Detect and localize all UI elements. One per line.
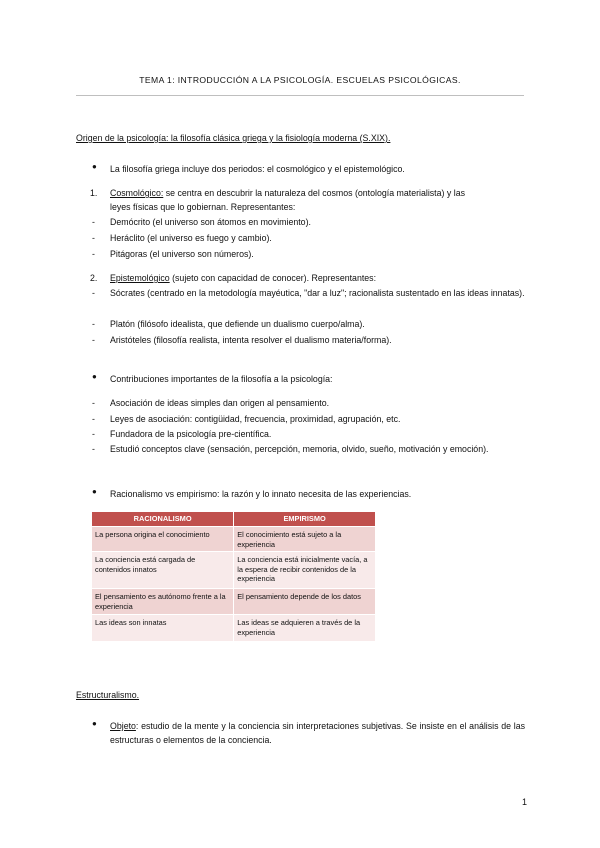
- cosmologico-line2: leyes físicas que lo gobiernan. Representantes:: [110, 202, 296, 212]
- dash-marker: -: [92, 335, 95, 345]
- contrib-bullet-text: Contribuciones importantes de la filosofía a la psicología:: [110, 374, 333, 384]
- header-divider: [76, 95, 524, 96]
- dash-marker: -: [92, 319, 95, 329]
- dash-marker: -: [92, 249, 95, 259]
- dash-marker: -: [92, 217, 95, 227]
- rep-democrito: Demócrito (el universo son átomos en movimiento).: [110, 217, 311, 227]
- table-cell: La conciencia está cargada de contenidos innatos: [92, 552, 234, 589]
- table-header-empirismo: EMPIRISMO: [234, 512, 376, 527]
- bullet-dot: ●: [92, 487, 97, 496]
- table-cell: El pensamiento depende de los datos: [234, 589, 376, 615]
- bullet-dot: ●: [92, 162, 97, 171]
- table-cell: La conciencia está inicialmente vacía, a la espera de recibir contenidos de la experiencia: [234, 552, 376, 589]
- rac-bullet-text: Racionalismo vs empirismo: la razón y lo innato necesita de las experiencias.: [110, 489, 412, 499]
- table-cell: El conocimiento está sujeto a la experiencia: [234, 527, 376, 552]
- rep-socrates: Sócrates (centrado en la metodología mayéutica, "dar a luz"; racionalista sustentado en las ideas innatas).: [110, 288, 525, 298]
- contrib-item: Estudió conceptos clave (sensación, percepción, memoria, olvido, sueño, motivación y emoción).: [110, 444, 489, 454]
- page-header-title: TEMA 1: INTRODUCCIÓN A LA PSICOLOGÍA. ESCUELAS PSICOLÓGICAS.: [139, 75, 461, 85]
- section-heading-origen: Origen de la psicología: la filosofía clásica griega y la fisiología moderna (S.XIX).: [76, 133, 391, 143]
- item-number: 1.: [90, 188, 98, 198]
- rep-pitagoras: Pitágoras (el universo son números).: [110, 249, 254, 259]
- objeto-label: Objeto: [110, 721, 136, 731]
- dash-marker: -: [92, 288, 95, 298]
- table-cell: La persona origina el conocimiento: [92, 527, 234, 552]
- table-row: [92, 552, 376, 589]
- dash-marker: -: [92, 233, 95, 243]
- table-header-row: [92, 512, 376, 527]
- rep-platon: Platón (filósofo idealista, que defiende un dualismo cuerpo/alma).: [110, 319, 365, 329]
- dash-marker: -: [92, 398, 95, 408]
- item-cosmologico: [110, 186, 465, 200]
- cosmologico-line1: se centra en descubrir la naturaleza del cosmos (ontología materialista) y las: [163, 188, 465, 198]
- table-cell: El pensamiento es autónomo frente a la experiencia: [92, 589, 234, 615]
- page-number: 1: [521, 797, 527, 807]
- table-row: [92, 589, 376, 615]
- objeto-description: : estudio de la mente y la conciencia sin interpretaciones subjetivas. Se insiste en el análisis de las estructuras o elementos de la conciencia.: [110, 721, 525, 745]
- intro-bullet-text: La filosofía griega incluye dos periodos: el cosmológico y el epistemológico.: [110, 164, 405, 174]
- bullet-dot: ●: [92, 372, 97, 381]
- table-header-racionalismo: RACIONALISMO: [92, 512, 234, 527]
- section-heading-estructuralismo: Estructuralismo.: [76, 690, 140, 700]
- contrib-item: Asociación de ideas simples dan origen al pensamiento.: [110, 398, 330, 408]
- item-number: 2.: [90, 273, 98, 283]
- rep-aristoteles: Aristóteles (filosofía realista, intenta resolver el dualismo materia/forma).: [110, 335, 392, 345]
- dash-marker: -: [92, 414, 95, 424]
- objeto-bullet-text: [110, 719, 525, 747]
- comparison-table: [92, 512, 376, 641]
- contrib-item: Leyes de asociación: contigüidad, frecuencia, proximidad, agrupación, etc.: [110, 414, 401, 424]
- dash-marker: -: [92, 429, 95, 439]
- table-cell: Las ideas se adquieren a través de la experiencia: [234, 615, 376, 641]
- dash-marker: -: [92, 444, 95, 454]
- bullet-dot: ●: [92, 719, 97, 728]
- table-row: [92, 615, 376, 641]
- term-epistemologico: Epistemológico: [110, 273, 170, 283]
- item-epistemologico: [110, 271, 376, 285]
- term-cosmologico: Cosmológico:: [110, 188, 164, 198]
- contrib-item: Fundadora de la psicología pre-científica.: [110, 429, 272, 439]
- table-cell: Las ideas son innatas: [92, 615, 234, 641]
- epistemologico-rest: (sujeto con capacidad de conocer). Representantes:: [169, 273, 377, 283]
- table-row: [92, 527, 376, 552]
- rep-heraclito: Heráclito (el universo es fuego y cambio).: [110, 233, 272, 243]
